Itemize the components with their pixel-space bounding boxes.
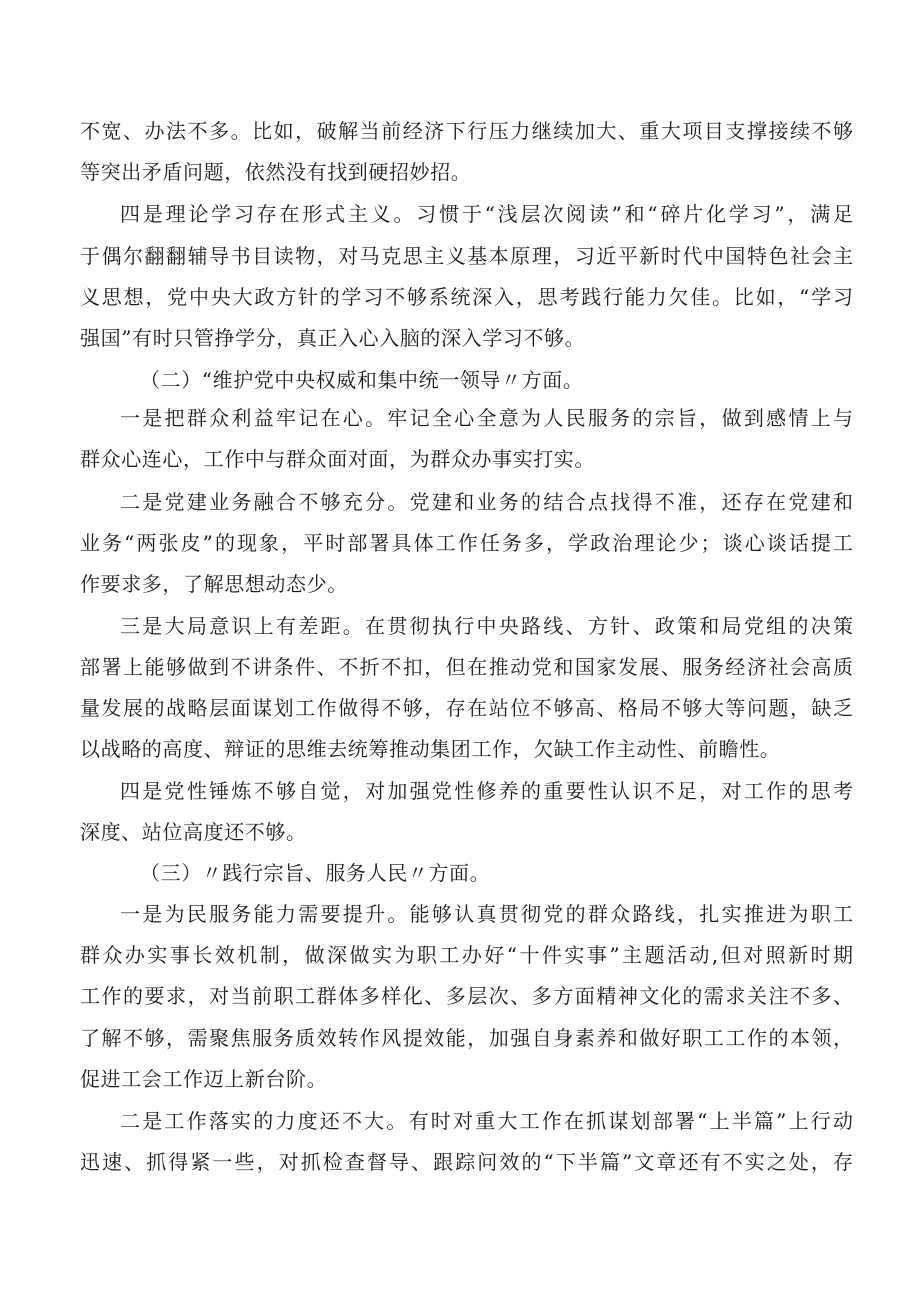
paragraph-line: 等突出矛盾问题，依然没有找到硬招妙招。 [80,160,472,184]
paragraph-line: 二是工作落实的力度还不大。有时对重大工作在抓谋划部署“上半篇”上行动 [120,1109,853,1133]
paragraph-line: 工作的要求，对当前职工群体多样化、多层次、多方面精神文化的需求关注不多、 [80,984,853,1008]
section-heading: （三）〃践行宗旨、服务人民〃方面。 [140,861,491,885]
paragraph-line: 群众办实事长效机制，做深做实为职工办好“十件实事”主题活动,但对照新时期 [80,943,853,967]
paragraph-line: 量发展的战略层面谋划工作做得不够，存在站位不够高、格局不够大等问题，缺乏 [80,696,853,720]
section-heading: （二）“维护党中央权威和集中统一领导〃方面。 [140,368,584,392]
paragraph-line: 促进工会工作迈上新台阶。 [80,1067,328,1091]
paragraph-line: 迅速、抓得紧一些，对抓检查督导、跟踪问效的“下半篇”文章还有不实之处，存 [80,1150,853,1174]
paragraph-line: 一是为民服务能力需要提升。能够认真贯彻党的群众路线，扎实推进为职工 [120,902,853,926]
paragraph-line: 四是理论学习存在形式主义。习惯于“浅层次阅读”和“碎片化学习”，满足 [120,202,853,226]
paragraph-line: 于偶尔翻翻辅导书目读物，对马克思主义基本原理，习近平新时代中国特色社会主 [80,244,853,268]
paragraph-line: 强国”有时只管挣学分，真正入心入脑的深入学习不够。 [80,326,586,350]
paragraph-line: 二是党建业务融合不够充分。党建和业务的结合点找得不准，还存在党建和 [120,490,853,514]
paragraph-line: 深度、站位高度还不够。 [80,820,307,844]
paragraph-line: 四是党性锤炼不够自觉，对加强党性修养的重要性认识不足，对工作的思考 [120,779,853,803]
paragraph-line: 了解不够，需聚焦服务质效转作风提效能，加强自身素养和做好职工工作的本领， [80,1026,853,1050]
paragraph-line: 群众心连心，工作中与群众面对面，为群众办事实打实。 [80,447,595,471]
paragraph-line: 部署上能够做到不讲条件、不折不扣，但在推动党和国家发展、服务经济社会高质 [80,655,853,679]
paragraph-line: 义思想，党中央大政方针的学习不够系统深入，思考践行能力欠佳。比如，“学习 [80,285,853,309]
paragraph-line: 不宽、办法不多。比如，破解当前经济下行压力继续加大、重大项目支撑接续不够 [80,119,853,143]
paragraph-line: 三是大局意识上有差距。在贯彻执行中央路线、方针、政策和局党组的决策 [120,614,853,638]
paragraph-line: 以战略的高度、辩证的思维去统筹推动集团工作，欠缺工作主动性、前瞻性。 [80,737,781,761]
paragraph-line: 一是把群众利益牢记在心。牢记全心全意为人民服务的宗旨，做到感情上与 [120,406,853,430]
paragraph-line: 业务“两张皮”的现象，平时部署具体工作任务多，学政治理论少；谈心谈话提工 [80,531,853,555]
paragraph-line: 作要求多，了解思想动态少。 [80,572,348,596]
